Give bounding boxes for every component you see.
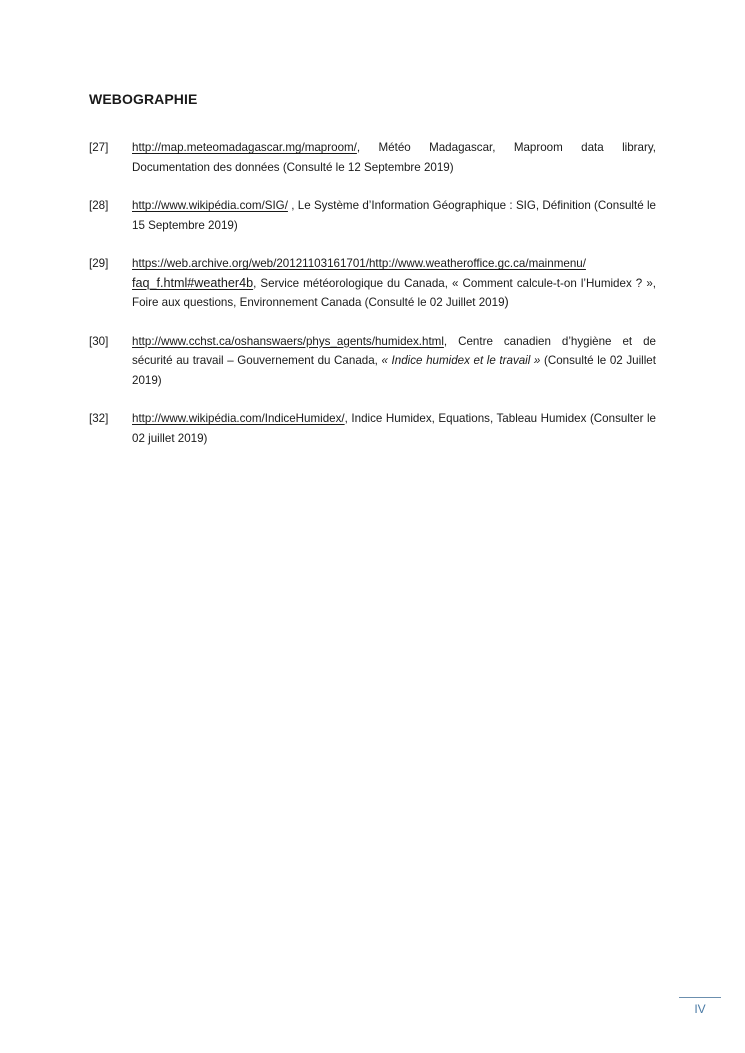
reference-text: , Indice Humidex, Equations, Tableau Humidex (Consulter le 02 juillet 2019) <box>132 412 656 445</box>
page-heading: WEBOGRAPHIE <box>89 91 198 107</box>
reference-link[interactable]: http://map.meteomadagascar.mg/maproom/ <box>132 141 357 154</box>
reference-link[interactable]: http://www.wikipédia.com/SIG/ <box>132 199 288 212</box>
reference-title-italic: « Indice humidex et le travail » <box>381 354 541 367</box>
reference-number: [27] <box>89 141 109 154</box>
reference-text: , Service météorologique du Canada, « Comment calcule-t-on l’Humidex ? », Foire aux questions, Environnement Canada (Consulté le 02 Juillet 2019 <box>132 276 656 309</box>
reference-body <box>132 332 656 391</box>
reference-text: , Le Système d’Information Géographique : SIG, Définition (Consulté le 15 Septembre 2019) <box>132 199 656 232</box>
reference-body <box>132 196 656 235</box>
reference-item <box>89 409 656 448</box>
reference-link-part1[interactable]: https://web.archive.org/web/20121103161701/http://www.weatheroffice.gc.ca/mainmenu/ <box>132 257 586 270</box>
reference-item <box>89 332 656 391</box>
reference-item <box>89 254 656 313</box>
reference-number: [28] <box>89 199 109 212</box>
reference-text: , Centre canadien d’hygiène et de sécurité au travail – Gouvernement du Canada, <box>132 334 656 367</box>
reference-link[interactable]: http://www.wikipédia.com/IndiceHumidex/ <box>132 412 345 425</box>
reference-item <box>89 196 656 235</box>
reference-item <box>89 138 656 177</box>
reference-link[interactable]: http://www.cchst.ca/oshanswaers/phys_agents/humidex.html <box>132 334 444 348</box>
reference-text-end: ) <box>504 295 509 309</box>
reference-text: , Météo Madagascar, Maproom data library, Documentation des données (Consulté le 12 Septembre 2019) <box>132 141 656 174</box>
reference-body <box>132 254 656 313</box>
reference-number: [29] <box>89 257 109 270</box>
footer-divider <box>679 997 721 998</box>
reference-number: [32] <box>89 412 109 425</box>
reference-text-end: (Consulté le 02 Juillet 2019) <box>132 354 656 387</box>
page-number: IV <box>694 1002 706 1016</box>
reference-body <box>132 138 656 177</box>
reference-list <box>89 138 656 467</box>
reference-link-part2[interactable]: faq_f.html#weather4b <box>132 275 254 290</box>
reference-number: [30] <box>89 334 109 348</box>
reference-body <box>132 409 656 448</box>
